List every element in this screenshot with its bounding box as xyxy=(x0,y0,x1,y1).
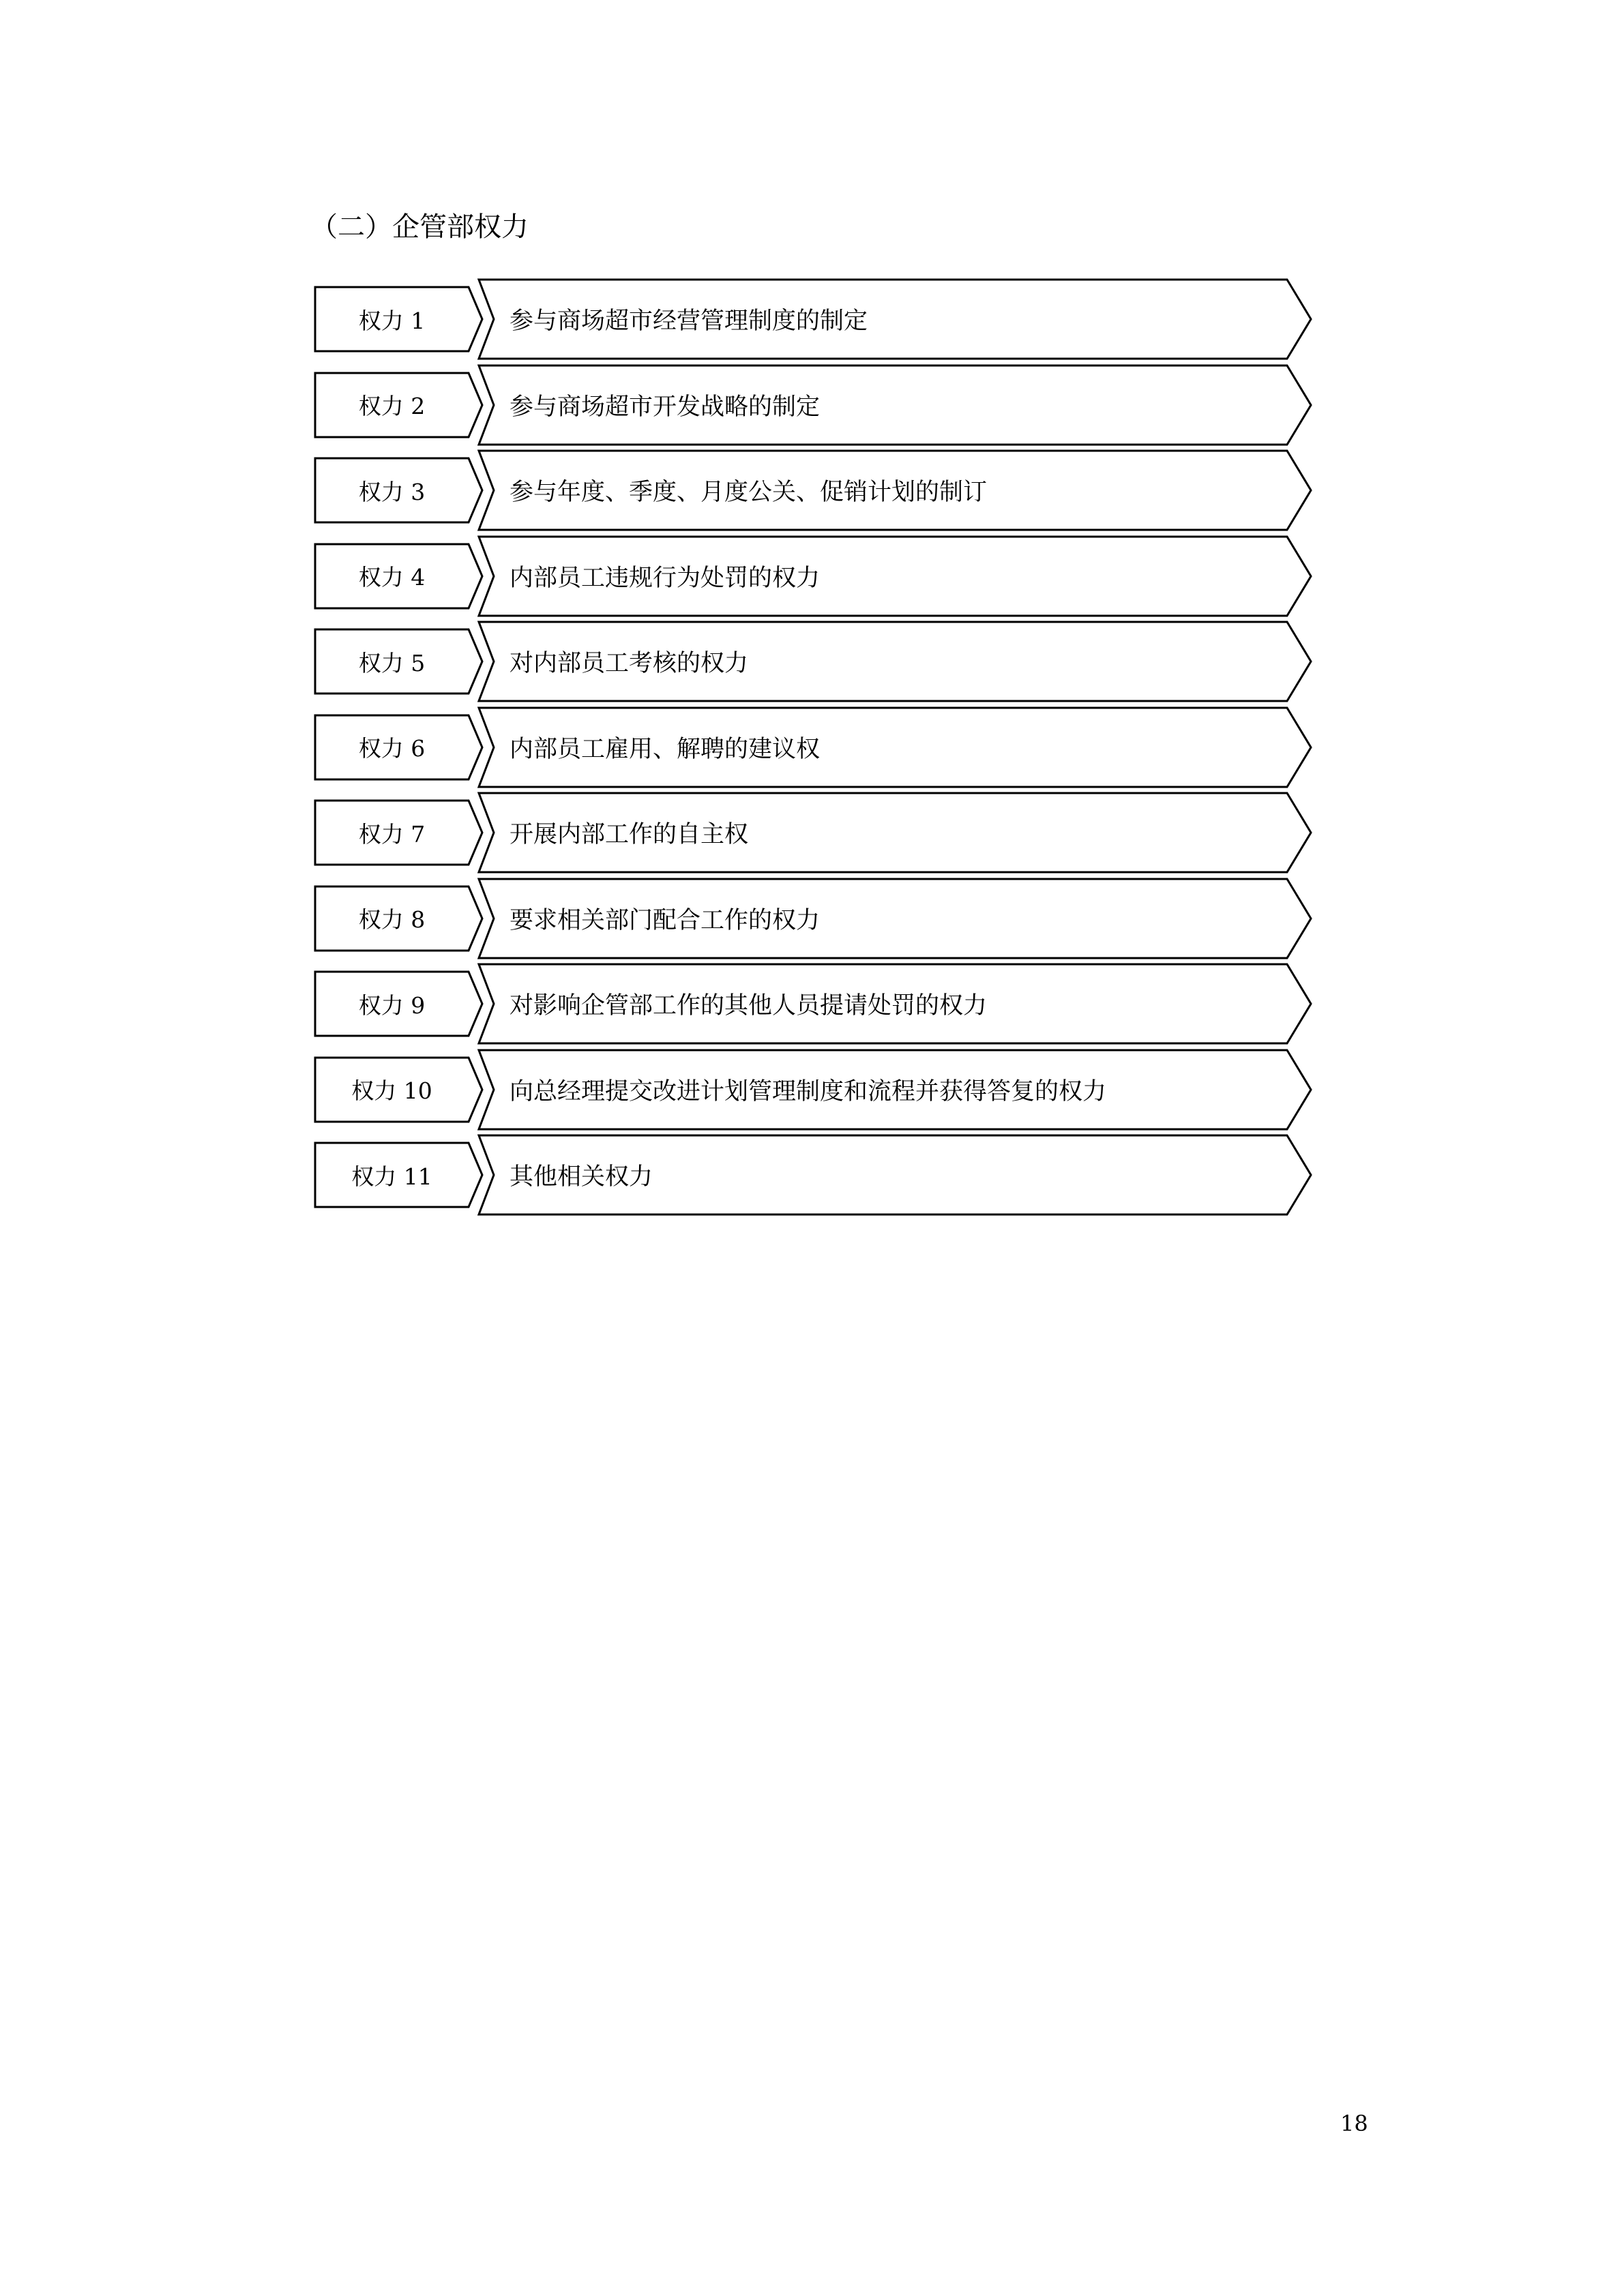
power-description: 向总经理提交改进计划管理制度和流程并获得答复的权力 xyxy=(510,1077,1107,1105)
power-label: 权力 11 xyxy=(351,1163,432,1190)
power-description: 内部员工违规行为处罚的权力 xyxy=(510,564,821,592)
section-title: （二）企管部权力 xyxy=(310,211,529,243)
power-row xyxy=(315,1135,1311,1214)
power-row xyxy=(315,280,1311,359)
power-row xyxy=(315,879,1311,958)
power-row xyxy=(315,622,1311,701)
power-label: 权力 3 xyxy=(358,478,426,505)
power-row xyxy=(315,708,1311,787)
power-description: 开展内部工作的自主权 xyxy=(510,821,749,848)
page-number: 18 xyxy=(1340,2111,1368,2136)
power-row xyxy=(315,451,1311,530)
power-label: 权力 2 xyxy=(358,393,426,419)
power-label: 权力 4 xyxy=(358,564,426,591)
power-description: 参与商场超市开发战略的制定 xyxy=(510,393,821,421)
power-row xyxy=(315,1050,1311,1129)
power-description: 对内部员工考核的权力 xyxy=(510,650,749,677)
power-row xyxy=(315,793,1311,872)
power-row xyxy=(315,366,1311,445)
power-description: 要求相关部门配合工作的权力 xyxy=(510,906,821,934)
power-description: 参与商场超市经营管理制度的制定 xyxy=(510,308,868,335)
power-label: 权力 5 xyxy=(358,649,426,676)
power-label: 权力 10 xyxy=(351,1077,432,1104)
power-description: 其他相关权力 xyxy=(510,1163,653,1191)
power-row xyxy=(315,964,1311,1043)
power-label: 权力 9 xyxy=(358,992,426,1019)
power-label: 权力 8 xyxy=(358,906,426,933)
power-row xyxy=(315,537,1311,616)
power-label: 权力 6 xyxy=(358,735,426,762)
power-description: 参与年度、季度、月度公关、促销计划的制订 xyxy=(510,479,988,506)
power-label: 权力 7 xyxy=(358,820,426,848)
power-description: 内部员工雇用、解聘的建议权 xyxy=(510,735,821,763)
power-description: 对影响企管部工作的其他人员提请处罚的权力 xyxy=(510,992,988,1019)
power-label: 权力 1 xyxy=(358,307,426,334)
